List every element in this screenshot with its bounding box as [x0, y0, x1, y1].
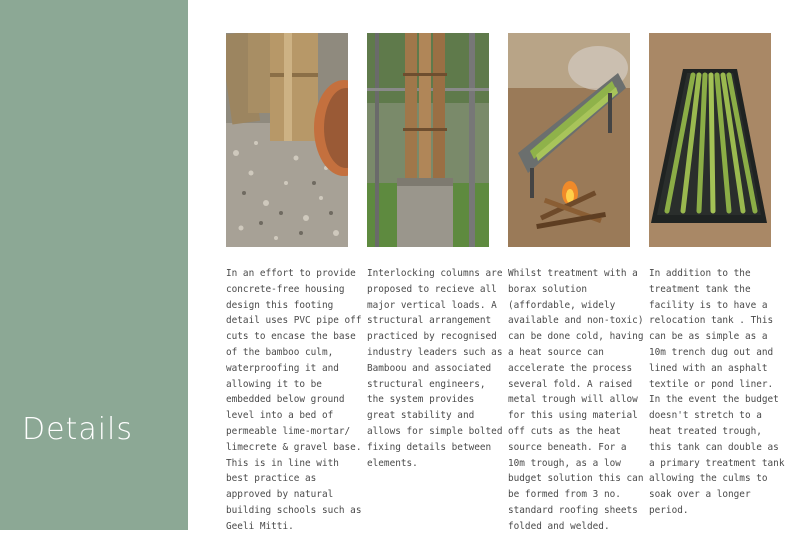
- interlocking-columns-photo: [367, 33, 489, 247]
- bamboo-footing-photo: [226, 33, 348, 247]
- heated-trough-text: Whilst treatment with a borax solution (affordable, widely available and non-toxic) can be done cold, having a heat source can accelerate the process several fold. A raised metal trough will allow for this using material off cuts as the heat source beneath. For a 10m trough, as a low budget solution this can be formed from 3 no. standard roofing sheets folded and welded.: [508, 268, 644, 532]
- heated-trough-photo: [508, 33, 630, 247]
- relocation-tank-photo: [649, 33, 771, 247]
- interlocking-columns-text: Interlocking columns are proposed to recieve all major vertical loads. A structural arrangement practiced by recognised industry leaders such as Bamboou and associated structural engineers, the system provides great stability and allows for simple bolted fixing details between elements.: [367, 268, 503, 469]
- section-title: Details: [22, 412, 134, 447]
- relocation-tank-text: In addition to the treatment tank the facility is to have a relocation tank . This can be as simple as a 10m trench dug out and lined with an asphalt textile or pond liner. In the event the budget doesn't stretch to a heat treated trough, this tank can double as a primary treatment tank allowing the culms to soak over a longer period.: [649, 268, 785, 516]
- sidebar-panel: [0, 0, 188, 530]
- footing-detail-text: In an effort to provide concrete-free housing design this footing detail uses PVC pipe off cuts to encase the base of the bamboo culm, waterproofing it and allowing it to be embedded below ground level into a bed of permeable lime-mortar/ limecrete & gravel base. This is in line with best practice as approved by natural building schools such as Geeli Mitti.: [226, 268, 362, 532]
